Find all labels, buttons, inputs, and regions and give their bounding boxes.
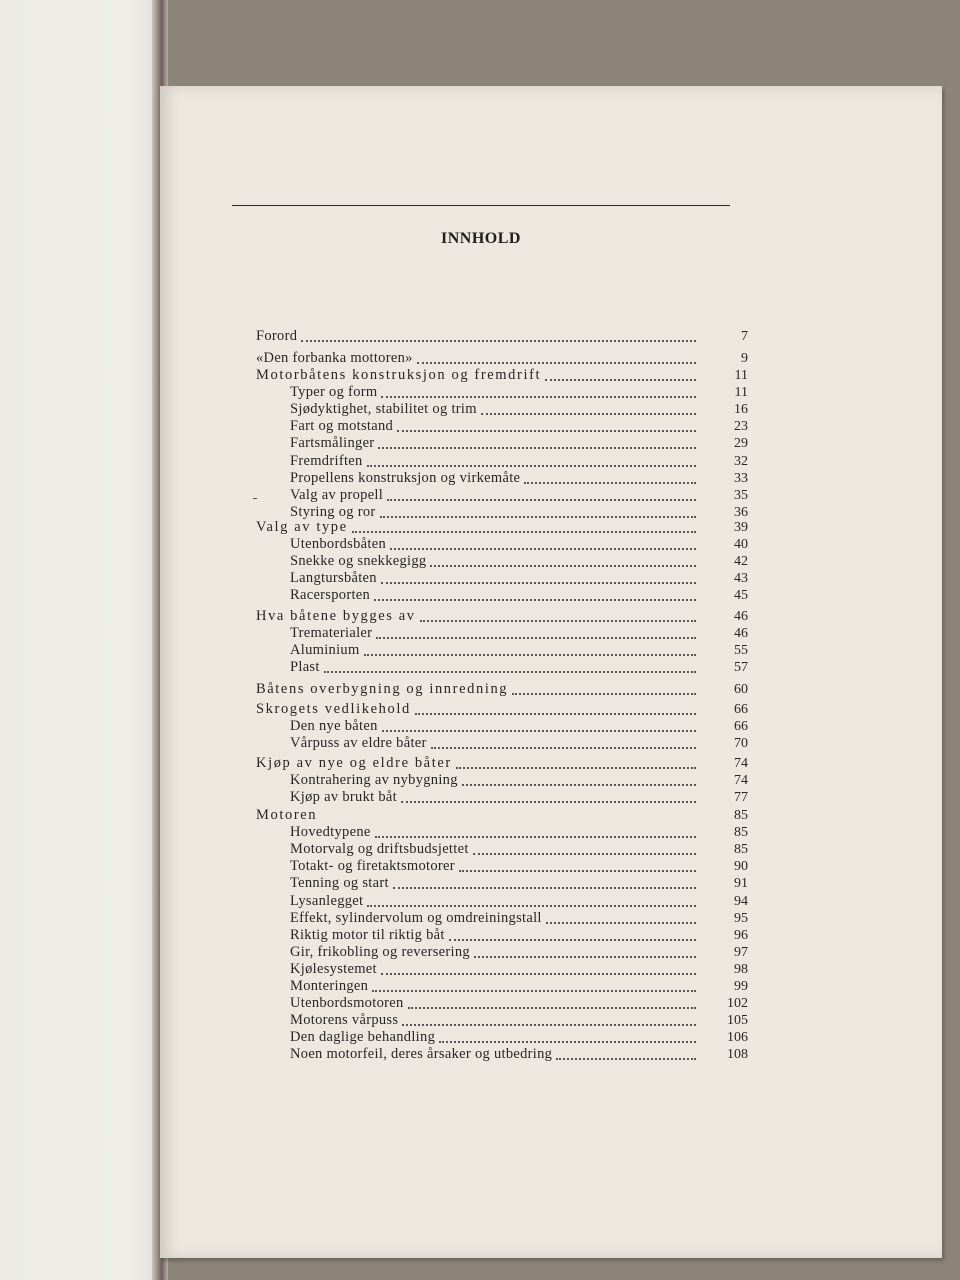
toc-section bbox=[256, 680, 748, 698]
dot-leader bbox=[524, 482, 696, 484]
dot-leader bbox=[381, 396, 696, 398]
toc-page-number: 40 bbox=[734, 537, 748, 552]
dot-leader bbox=[367, 465, 696, 467]
toc-label: Fart og motstand bbox=[290, 418, 394, 434]
toc-section bbox=[256, 366, 748, 384]
toc-label: Noen motorfeil, deres årsaker og utbedring bbox=[290, 1046, 553, 1062]
toc-page-number: 91 bbox=[734, 876, 748, 891]
toc-label: Vårpuss av eldre båter bbox=[290, 735, 427, 751]
toc-page-number: 95 bbox=[734, 911, 748, 926]
toc-page-number: 99 bbox=[734, 979, 748, 994]
toc-label: Skrogets vedlikehold bbox=[256, 701, 411, 717]
toc-subsection bbox=[290, 383, 748, 401]
toc-page-number: 85 bbox=[734, 808, 748, 823]
toc-label: Valg av type bbox=[256, 519, 348, 535]
dot-leader bbox=[367, 905, 696, 907]
toc-label: Tenning og start bbox=[290, 875, 389, 891]
toc-page-number: 106 bbox=[727, 1030, 748, 1045]
toc-page-number: 108 bbox=[727, 1047, 748, 1062]
toc-page-number: 70 bbox=[734, 736, 748, 751]
dot-leader bbox=[382, 730, 696, 732]
dot-leader bbox=[390, 548, 696, 550]
dot-leader bbox=[324, 671, 696, 673]
toc-label: Lysanlegget bbox=[290, 893, 364, 909]
toc-subsection bbox=[290, 823, 748, 841]
toc-page-number: 23 bbox=[734, 419, 748, 434]
toc-label: Trematerialer bbox=[290, 625, 373, 641]
dot-leader bbox=[408, 1007, 696, 1009]
toc-subsection bbox=[290, 486, 748, 504]
dot-leader bbox=[462, 784, 696, 786]
dot-leader bbox=[381, 582, 696, 584]
header-rule bbox=[232, 205, 730, 206]
right-page bbox=[160, 86, 942, 1258]
toc-label: Propellens konstruksjon og virkemåte bbox=[290, 470, 521, 486]
dot-leader bbox=[456, 767, 696, 769]
toc-section bbox=[256, 700, 748, 718]
dot-leader bbox=[430, 565, 696, 567]
toc-page-number: 57 bbox=[734, 660, 748, 675]
dot-leader bbox=[481, 413, 696, 415]
dot-leader bbox=[556, 1058, 696, 1060]
dot-leader bbox=[473, 853, 696, 855]
dot-leader bbox=[378, 447, 696, 449]
toc-label: Motoren bbox=[256, 807, 318, 823]
toc-subsection bbox=[290, 586, 748, 604]
dot-leader bbox=[449, 939, 696, 941]
toc-label: Fremdriften bbox=[290, 453, 363, 469]
toc-label: Effekt, sylindervolum og omdreiningstall bbox=[290, 910, 542, 926]
toc-label: Monteringen bbox=[290, 978, 369, 994]
left-page bbox=[0, 0, 163, 1280]
toc-page-number: 16 bbox=[734, 402, 748, 417]
dot-leader bbox=[381, 973, 696, 975]
toc-subsection bbox=[290, 857, 748, 875]
toc-label: Kjøp av brukt båt bbox=[290, 789, 397, 805]
toc-page-number: 60 bbox=[734, 682, 748, 697]
toc-page-number: 55 bbox=[734, 643, 748, 658]
toc-label: Plast bbox=[290, 659, 320, 675]
toc-page-number: 94 bbox=[734, 894, 748, 909]
toc-label: Styring og ror bbox=[290, 504, 376, 520]
margin-mark bbox=[253, 498, 257, 499]
toc-label: Motorens vårpuss bbox=[290, 1012, 399, 1028]
toc-label: Den nye båten bbox=[290, 718, 378, 734]
dot-leader bbox=[397, 430, 696, 432]
toc-subsection bbox=[290, 977, 748, 995]
toc-page-number: 39 bbox=[734, 520, 748, 535]
toc-label: Utenbordsbåten bbox=[290, 536, 387, 552]
dot-leader bbox=[352, 531, 696, 533]
dot-leader bbox=[364, 654, 696, 656]
toc-label: Fartsmålinger bbox=[290, 435, 375, 451]
dot-leader bbox=[393, 887, 696, 889]
toc-page-number: 11 bbox=[734, 368, 748, 383]
toc-label: Snekke og snekkegigg bbox=[290, 553, 427, 569]
toc-subsection bbox=[290, 771, 748, 789]
toc-subsection bbox=[290, 909, 748, 927]
toc-page-number: 66 bbox=[734, 702, 748, 717]
toc-page-number: 42 bbox=[734, 554, 748, 569]
toc-subsection bbox=[290, 926, 748, 944]
toc-subsection bbox=[290, 641, 748, 659]
toc-label: Den daglige behandling bbox=[290, 1029, 436, 1045]
toc-label: «Den forbanka mottoren» bbox=[256, 350, 413, 366]
toc-page-number: 90 bbox=[734, 859, 748, 874]
toc-subsection bbox=[290, 452, 748, 470]
toc-page-number: 46 bbox=[734, 626, 748, 641]
toc-section bbox=[256, 518, 748, 536]
dot-leader bbox=[417, 362, 696, 364]
dot-leader bbox=[401, 801, 696, 803]
toc-page-number: 9 bbox=[741, 351, 748, 366]
dot-leader bbox=[420, 620, 696, 622]
dot-leader bbox=[415, 713, 696, 715]
toc-label: Forord bbox=[256, 328, 298, 344]
dot-leader bbox=[546, 922, 696, 924]
toc-subsection bbox=[290, 569, 748, 587]
dot-leader bbox=[375, 836, 696, 838]
toc-label: Utenbordsmotoren bbox=[290, 995, 404, 1011]
toc-page-number: 102 bbox=[727, 996, 748, 1011]
toc-label: Motorbåtens konstruksjon og fremdrift bbox=[256, 367, 542, 383]
toc-page-number: 45 bbox=[734, 588, 748, 603]
toc-subsection bbox=[290, 434, 748, 452]
toc-label: Totakt- og firetaktsmotorer bbox=[290, 858, 455, 874]
toc-section bbox=[256, 349, 748, 367]
toc-subsection bbox=[290, 874, 748, 892]
toc-page-number: 74 bbox=[734, 773, 748, 788]
toc-subsection bbox=[290, 960, 748, 978]
toc-page-number: 29 bbox=[734, 436, 748, 451]
toc-label: Racersporten bbox=[290, 587, 371, 603]
toc-subsection bbox=[290, 1028, 748, 1046]
toc-page-number: 105 bbox=[727, 1013, 748, 1028]
dot-leader bbox=[512, 693, 696, 695]
toc-subsection bbox=[290, 717, 748, 735]
toc-label: Kontrahering av nybygning bbox=[290, 772, 458, 788]
toc-label: Hovedtypene bbox=[290, 824, 371, 840]
toc-label: Båtens overbygning og innredning bbox=[256, 681, 509, 697]
toc-label: Kjølesystemet bbox=[290, 961, 377, 977]
toc-label: Aluminium bbox=[290, 642, 360, 658]
toc-label: Gir, frikobling og reversering bbox=[290, 944, 470, 960]
dot-leader bbox=[474, 956, 696, 958]
toc-subsection bbox=[290, 469, 748, 487]
toc-page-number: 7 bbox=[741, 329, 748, 344]
toc-page-number: 32 bbox=[734, 454, 748, 469]
toc-subsection bbox=[290, 788, 748, 806]
toc-label: Motorvalg og driftsbudsjettet bbox=[290, 841, 469, 857]
toc-subsection bbox=[290, 658, 748, 676]
toc-page-number: 77 bbox=[734, 790, 748, 805]
dot-leader bbox=[387, 499, 696, 501]
toc-page-number: 33 bbox=[734, 471, 748, 486]
toc-subsection bbox=[290, 892, 748, 910]
dot-leader bbox=[459, 870, 696, 872]
toc-page-number: 36 bbox=[734, 505, 748, 520]
toc-subsection bbox=[290, 1011, 748, 1029]
toc-page-number: 11 bbox=[734, 385, 748, 400]
toc-section bbox=[256, 754, 748, 772]
toc-section bbox=[256, 327, 748, 345]
toc-page-number: 66 bbox=[734, 719, 748, 734]
dot-leader bbox=[301, 340, 696, 342]
toc-page-number: 98 bbox=[734, 962, 748, 977]
dot-leader bbox=[376, 637, 696, 639]
toc-page-number: 74 bbox=[734, 756, 748, 771]
dot-leader bbox=[402, 1024, 696, 1026]
toc-subsection bbox=[290, 994, 748, 1012]
dot-leader bbox=[431, 747, 696, 749]
toc-label: Sjødyktighet, stabilitet og trim bbox=[290, 401, 477, 417]
toc-page-number: 43 bbox=[734, 571, 748, 586]
dot-leader bbox=[439, 1041, 696, 1043]
page-title: INNHOLD bbox=[441, 230, 521, 247]
toc-subsection bbox=[290, 624, 748, 642]
dot-leader bbox=[372, 990, 696, 992]
toc-subsection bbox=[290, 734, 748, 752]
toc-section bbox=[256, 607, 748, 625]
dot-leader bbox=[374, 599, 696, 601]
dot-leader bbox=[545, 379, 696, 381]
toc-subsection bbox=[290, 417, 748, 435]
toc-subsection bbox=[290, 840, 748, 858]
toc-page-number: 96 bbox=[734, 928, 748, 943]
toc-subsection bbox=[290, 535, 748, 553]
toc-page-number: 97 bbox=[734, 945, 748, 960]
toc-subsection bbox=[290, 1045, 748, 1063]
toc-page-number: 85 bbox=[734, 825, 748, 840]
toc-page-number: 35 bbox=[734, 488, 748, 503]
toc-subsection bbox=[290, 552, 748, 570]
toc-label: Typer og form bbox=[290, 384, 378, 400]
toc-label: Valg av propell bbox=[290, 487, 384, 503]
toc-label: Langtursbåten bbox=[290, 570, 377, 586]
toc-label: Riktig motor til riktig båt bbox=[290, 927, 445, 943]
toc-page-number: 46 bbox=[734, 609, 748, 624]
toc-label: Kjøp av nye og eldre båter bbox=[256, 755, 452, 771]
toc-subsection bbox=[290, 400, 748, 418]
toc-section bbox=[256, 806, 748, 824]
toc-subsection bbox=[290, 943, 748, 961]
toc-page-number: 85 bbox=[734, 842, 748, 857]
toc-label: Hva båtene bygges av bbox=[256, 608, 416, 624]
